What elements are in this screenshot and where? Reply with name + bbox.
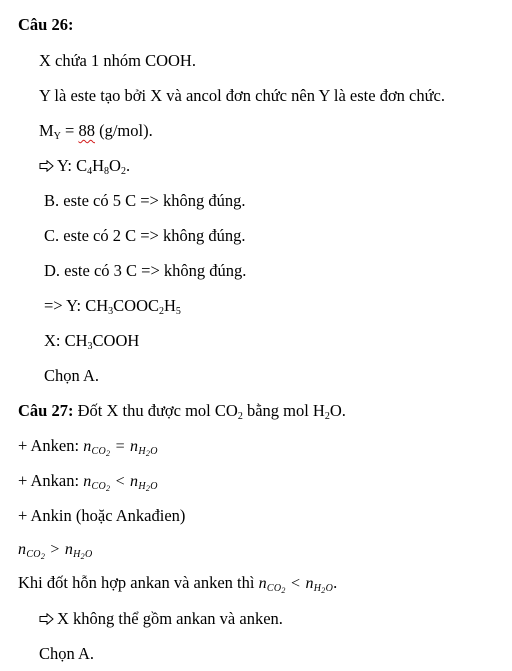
q27-ankin: + Ankin (hoặc Ankađien) xyxy=(18,506,186,525)
q27-ankan: + Ankan: $n_{CO_2} < n_{H_2O}$ xyxy=(18,471,158,493)
q27-answer: Chọn A. xyxy=(39,644,95,663)
q26-y-final: => Y: $CH_3COOC_2H_5$ xyxy=(44,296,181,317)
my-label: M xyxy=(39,121,54,140)
q27-ankin-relation: $n_{CO_2} > n_{H_2O}$ xyxy=(18,541,93,561)
q26-molar-mass xyxy=(39,121,153,141)
q26-option-c: C. este có 2 C => không đúng. xyxy=(44,226,246,245)
q26-y-formula: Y: $C_4H_8O_2$. xyxy=(39,156,130,176)
q26-line-2: Y là este tạo bởi X và ancol đơn chức nên Y là este đơn chức. xyxy=(39,86,446,105)
q26-title: Câu 26: xyxy=(18,15,74,34)
my-unit: (g/mol). xyxy=(94,121,153,140)
my-eq: = xyxy=(60,121,79,140)
q27-mix: Khi đốt hỗn hợp ankan và anken thì $n_{CO_2} < n_{H_2O}$. xyxy=(18,573,338,595)
q27-result: X không thể gồm ankan và anken. xyxy=(39,609,283,629)
q26-option-d: D. este có 3 C => không đúng. xyxy=(44,261,247,280)
my-value: 88 xyxy=(78,121,95,140)
q26-option-b: B. este có 5 C => không đúng. xyxy=(44,191,246,210)
q26-x-final: X: $CH_3COOH$ xyxy=(44,331,140,352)
double-right-arrow-icon xyxy=(39,609,57,629)
q26-line-1: X chứa 1 nhóm COOH. xyxy=(39,51,196,70)
double-right-arrow-icon xyxy=(39,156,57,176)
q26-answer: Chọn A. xyxy=(44,366,100,385)
q27-title: Câu 27: xyxy=(18,401,74,420)
my-sub: Y xyxy=(53,131,61,142)
q27-intro: Câu 27: Đốt X thu được mol $CO_2$ bằng mol $H_2O$. xyxy=(18,401,346,422)
q27-anken: + Anken: $n_{CO_2} = n_{H_2O}$ xyxy=(18,436,158,458)
